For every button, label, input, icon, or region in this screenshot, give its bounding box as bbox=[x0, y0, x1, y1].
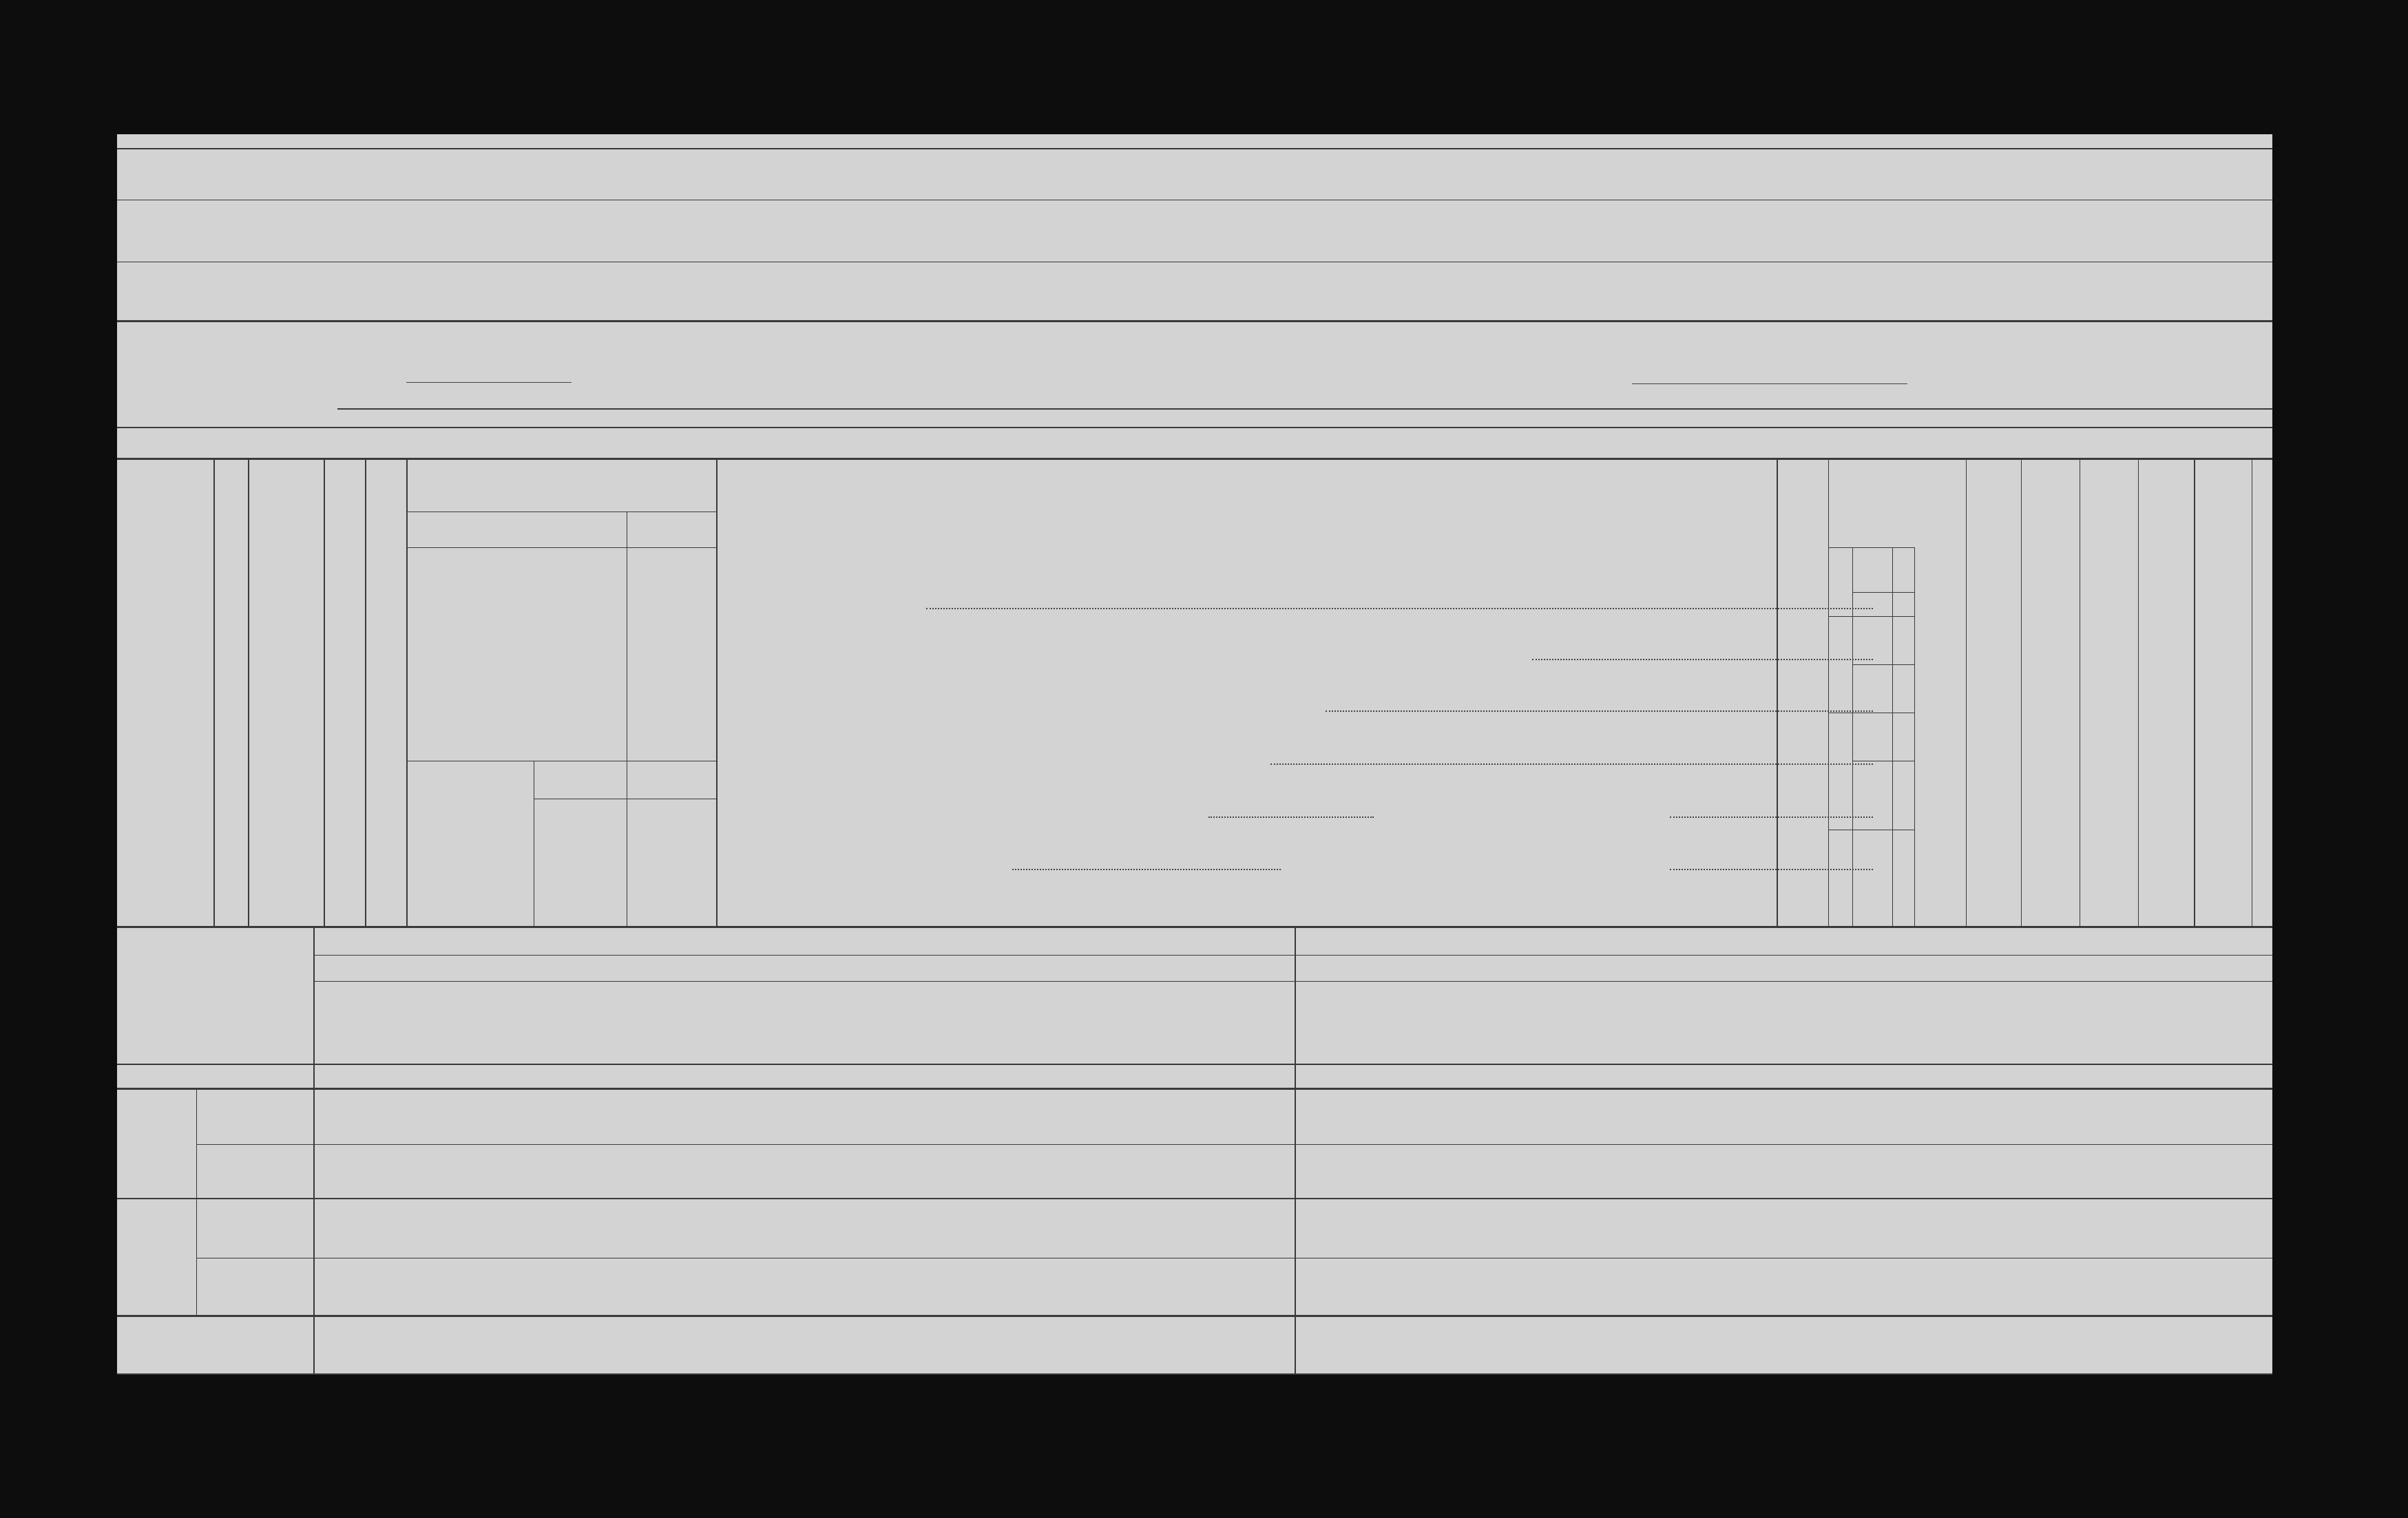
pop-vtomch-m bbox=[1854, 714, 1892, 759]
pop-muzhchiny bbox=[1830, 714, 1852, 828]
pop-n137 bbox=[1892, 666, 1914, 711]
pop-vsego-m bbox=[1854, 762, 1892, 828]
ozimaya-pshenitsa-label bbox=[406, 382, 572, 383]
pop-n138 bbox=[1892, 618, 1914, 663]
pop-n135 bbox=[1892, 762, 1914, 828]
naemnye-label bbox=[324, 472, 406, 912]
mnogoletnie-label bbox=[1632, 383, 1907, 384]
pop-n139 bbox=[1892, 549, 1914, 615]
pop-zhenshchiny bbox=[1830, 618, 1852, 711]
census-card bbox=[117, 134, 2272, 1373]
nalichnoe-label bbox=[1777, 465, 1828, 919]
pop-vtomch-zh bbox=[1854, 618, 1892, 663]
pop-n136 bbox=[1892, 714, 1914, 759]
pop-itogo bbox=[1854, 549, 1892, 615]
pop-vsego-zh bbox=[1854, 666, 1892, 711]
vne-nadel-label bbox=[124, 1201, 193, 1315]
nadel-label bbox=[124, 1091, 193, 1198]
